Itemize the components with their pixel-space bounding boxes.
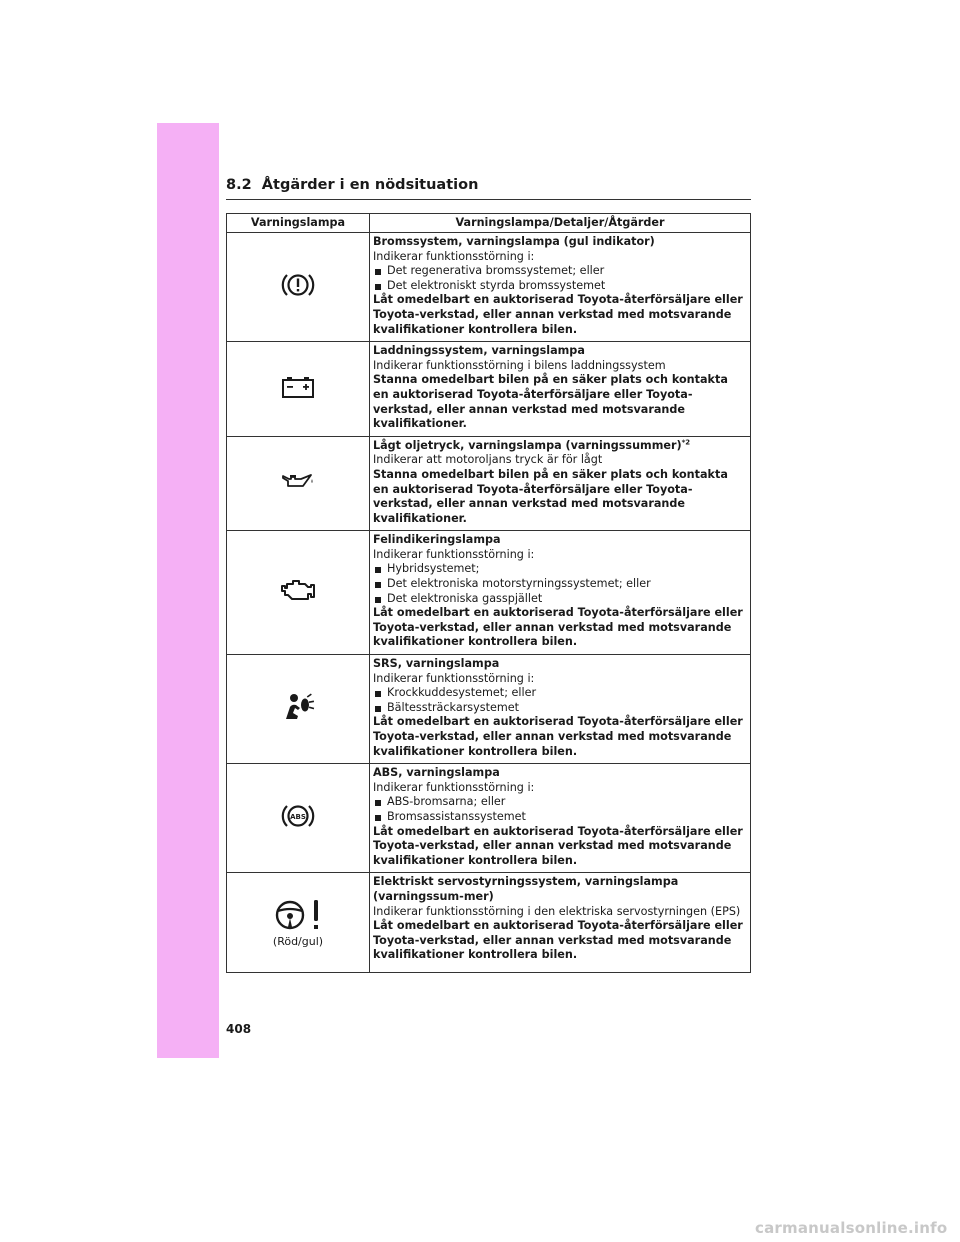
airbag-icon <box>281 691 315 723</box>
details-cell <box>370 233 751 342</box>
icon-cell <box>227 873 370 973</box>
bullet-item: Det elektroniska gasspjället <box>373 592 747 607</box>
oil-can-icon <box>279 470 317 492</box>
icon-cell <box>227 233 370 342</box>
bullet-item: Bromsassistanssystemet <box>373 810 747 825</box>
table-row <box>227 342 751 437</box>
bullet-item: Det regenerativa bromssystemet; eller <box>373 264 747 279</box>
watermark: carmanualsonline.info <box>755 1219 948 1237</box>
details-cell <box>370 764 751 873</box>
section-title <box>226 177 478 193</box>
footnote-ref: *2 <box>681 437 691 446</box>
table-row <box>227 436 751 531</box>
abs-icon-text: ABS <box>290 812 306 821</box>
title-divider <box>226 199 751 200</box>
details-cell <box>370 342 751 437</box>
row-title: SRS, varningslampa <box>373 657 500 671</box>
table-row <box>227 233 751 342</box>
row-intro: Indikerar funktionsstörning i den elektriska servostyrningen (EPS) <box>373 904 741 918</box>
bullet-item: ABS-bromsarna; eller <box>373 795 747 810</box>
row-action: Låt omedelbart en auktoriserad Toyota-återförsäljare eller Toyota-verkstad, eller annan verkstad med motsvarande kvalifikationer kontrollera bilen. <box>373 293 743 336</box>
table-row <box>227 655 751 764</box>
table-header-row <box>227 214 751 233</box>
icon-cell <box>227 655 370 764</box>
row-intro: Indikerar funktionsstörning i: <box>373 249 535 263</box>
icon-cell <box>227 764 370 873</box>
table-row <box>227 764 751 873</box>
bullet-item: Det elektroniskt styrda bromssystemet <box>373 279 747 294</box>
column-header-details: Varningslampa/Detaljer/Åtgärder <box>370 214 751 233</box>
section-title-text: Åtgärder i en nödsituation <box>261 177 479 193</box>
bullet-item: Krockkuddesystemet; eller <box>373 686 747 701</box>
column-header-lamp: Varningslampa <box>227 214 370 233</box>
table-row <box>227 873 751 973</box>
row-action: Låt omedelbart en auktoriserad Toyota-återförsäljare eller Toyota-verkstad, eller annan verkstad med motsvarande kvalifikationer kontrollera bilen. <box>373 715 743 758</box>
section-number: 8.2 <box>226 177 252 193</box>
steering-wheel-warning-icon <box>270 897 326 950</box>
row-title-text: Lågt oljetryck, varningslampa (varningssummer) <box>373 438 682 452</box>
icon-cell <box>227 342 370 437</box>
details-cell <box>370 873 751 973</box>
row-title: ABS, varningslampa <box>373 766 500 780</box>
details-cell <box>370 655 751 764</box>
brake-warning-icon <box>281 270 315 300</box>
row-action: Stanna omedelbart bilen på en säker plats och kontakta en auktoriserad Toyota-återförsäljare eller Toyota-verkstad, eller annan verkstad med motsvarande kvalifikationer. <box>373 373 728 431</box>
row-intro: Indikerar funktionsstörning i: <box>373 671 535 685</box>
row-action: Låt omedelbart en auktoriserad Toyota-återförsäljare eller Toyota-verkstad, eller annan verkstad med motsvarande kvalifikationer kontrollera bilen. <box>373 824 743 867</box>
icon-cell <box>227 531 370 655</box>
battery-icon <box>280 375 316 399</box>
bullet-item: Bältessträckarsystemet <box>373 701 747 716</box>
row-action: Låt omedelbart en auktoriserad Toyota-återförsäljare eller Toyota-verkstad, eller annan verkstad med motsvarande kvalifikationer kontrollera bilen. <box>373 919 743 962</box>
icon-cell <box>227 436 370 531</box>
row-action: Stanna omedelbart bilen på en säker plats och kontakta en auktoriserad Toyota-återförsäljare eller Toyota-verkstad, eller annan verkstad med motsvarande kvalifikationer. <box>373 467 728 525</box>
row-intro: Indikerar att motoroljans tryck är för lågt <box>373 453 603 467</box>
bullet-item: Det elektroniska motorstyrningssystemet; eller <box>373 577 747 592</box>
engine-icon <box>279 576 317 604</box>
chapter-side-tab <box>157 123 219 1058</box>
bullet-item: Hybridsystemet; <box>373 562 747 577</box>
row-title: Laddningssystem, varningslampa <box>373 344 585 358</box>
row-intro: Indikerar funktionsstörning i: <box>373 547 535 561</box>
details-cell <box>370 436 751 531</box>
row-intro: Indikerar funktionsstörning i bilens laddningssystem <box>373 358 666 372</box>
row-title: Bromssystem, varningslampa (gul indikator) <box>373 235 655 248</box>
table-row <box>227 531 751 655</box>
page-number: 408 <box>226 1022 252 1036</box>
row-title: Felindikeringslampa <box>373 533 501 547</box>
warning-lamp-table <box>226 213 751 973</box>
row-title: Elektriskt servostyrningssystem, varningslampa (varningssum-mer) <box>373 875 679 903</box>
row-action: Låt omedelbart en auktoriserad Toyota-återförsäljare eller Toyota-verkstad, eller annan verkstad med motsvarande kvalifikationer kontrollera bilen. <box>373 606 743 649</box>
row-intro: Indikerar funktionsstörning i: <box>373 780 535 794</box>
details-cell <box>370 531 751 655</box>
abs-icon <box>281 801 315 831</box>
icon-caption: (Röd/gul) <box>272 934 324 948</box>
row-title <box>373 439 747 454</box>
